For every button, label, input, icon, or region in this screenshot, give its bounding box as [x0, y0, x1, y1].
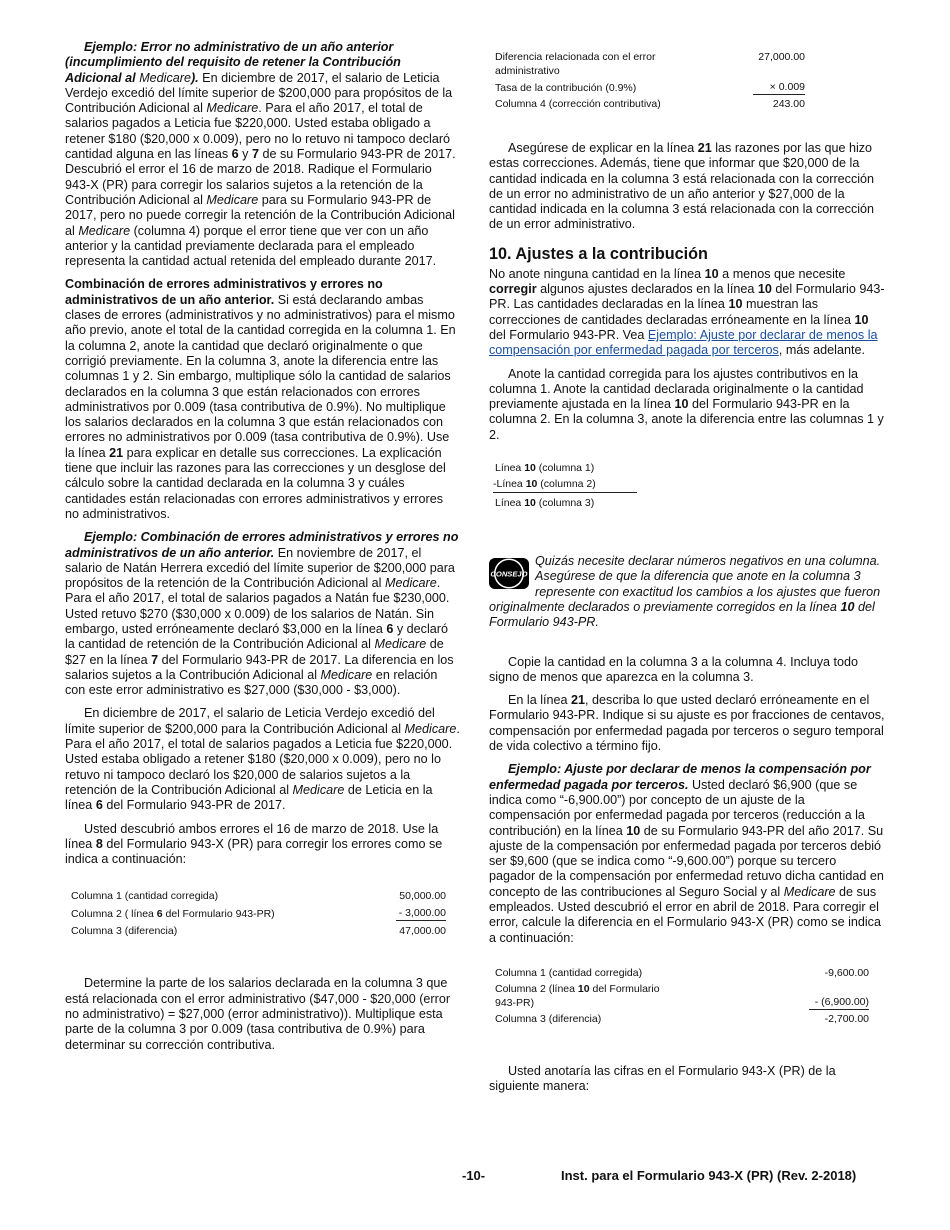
right-column [489, 50, 885, 1102]
discovery-paragraph: Usted descubrió ambos errores el 16 de marzo de 2018. Use la línea 8 del Formulario 943-X (PR) para corregir los errores como se indica a continuación: [65, 821, 443, 867]
table-row: Diferencia relacionada con el error administrativo 27,000.00 [495, 51, 805, 77]
copy-paragraph: Copie la cantidad en la columna 3 a la columna 4. Incluya todo signo de menos que aparezca en la columna 3. [489, 654, 859, 684]
left-column [65, 40, 460, 1061]
table-row: Columna 3 (diferencia) -2,700.00 [495, 1012, 869, 1025]
document-title-footer: Inst. para el Formulario 943-X (PR) (Rev. 2-2018) [561, 1168, 857, 1183]
calc-table-line8 [71, 889, 446, 938]
example-combination: Ejemplo: Combinación de errores administrativos y errores no administrativos de un año anterior. En noviembre de 2017, el salario de Natán Herrera excedió del límite superior de $200,000 para propósitos de la retención de la Contribución Adicional al Medicare. Para el año 2017, el total de salarios pagados a Natán fue $230,000. Usted retuvo $270 ($30,000 x 0.009) de los salarios de Natán. Sin embargo, usted erróneamente declaró $3,000 en la línea 6 y declaró la cantidad de retención de la Contribución Adicional al Medicare de $27 en la línea 7 del Formulario 943-PR de 2017. La diferencia en los salarios sujetos a la Contribución Adicional al Medicare en relación con este error administrativo es $27,000 ($30,000 - $3,000). [65, 530, 459, 698]
page-number: -10- [462, 1168, 486, 1183]
table-row: Línea 10 (columna 3) [495, 497, 595, 510]
explain-paragraph: Asegúrese de explicar en la línea 21 las razones por las que hizo estas correcciones. Además, tiene que informar que $20,000 de la cantidad indicada en la columna 3 está relacionada con la corrección de un error no administrativo de un año anterior y $27,000 de la cantidad indicada en la columna 3 está relacionada con la corrección de un error administrativo. [489, 141, 875, 232]
adjustments-paragraph: No anote ninguna cantidad en la línea 10 a menos que necesite corregir algunos ajustes declarados en la línea 10 del Formulario 943-PR. Las cantidades declaradas en la línea 10 muestran las correcciones de cantidades declaradas erróneamente en la línea 10 del Formulario 943-PR. Vea Ejemplo: Ajuste por declarar de menos la compensación por enfermedad pagada por terceros, más adelante. [489, 266, 885, 358]
table-row: Columna 1 (cantidad corregida) 50,000.00 [71, 890, 446, 903]
example-prior-year-noadmin: Ejemplo: Error no administrativo de un año anterior (incumplimiento del requisito de retener la Contribución Adicional al Medicare). En diciembre de 2017, el salario de Leticia Verdejo excedió del límite superior de $200,000 para propósitos de la Contribución Adicional al Medicare. Para el año 2017, el total de salarios pagados a Leticia fue $220,000. Usted estaba obligado a retener $180 ($20,000 x 0.009), pero no lo retuvo ni tampoco declaró cantidad alguna en las líneas 6 y 7 de su Formulario 943-PR de 2017. Descubrió el error el 16 de marzo de 2018. Radique el Formulario 943-X (PR) para corregir los salarios sujetos a la retención de la Contribución Adicional al Medicare para su Formulario 943-PR de 2017, pero no puede corregir la retención de la Contribución Adicional al Medicare (columna 4) porque el error tiene que ver con un año anterior y la cantidad previamente declarada para el empleado representa la cantidad actual retenida del empleado durante 2017. [65, 40, 456, 269]
table-row: Columna 4 (corrección contributiva) 243.00 [495, 98, 805, 110]
corrected-amount-paragraph: Anote la cantidad corregida para los ajustes contributivos en la columna 1. Anote la cantidad declarada originalmente o la cantidad previamente ajustada en la línea 10 del Formulario 943-PR en la columna 2. En la columna 3, anote la diferencia entre las columnas 1 y 2. [489, 366, 884, 442]
enter-figures-paragraph: Usted anotaría las cifras en el Formulario 943-X (PR) de la siguiente manera: [489, 1063, 836, 1094]
example-thirdparty-sick-pay: Ejemplo: Ajuste por declarar de menos la compensación por enfermedad pagada por terceros. Usted declaró $6,900 (que se indica como “-6,900.00”) por concepto de un ajuste de la compensación por enfermedad pagada por terceros (reducción a la contribución) en la línea 10 de su Formulario 943-PR del año 2017. Su ajuste de la compensación por enfermedad pagada por terceros debió ser $9,600 (que se indica como “-9,600.00”) porque su tercero pagador de la compensación por enfermedad retuvo dicha cantidad en concepto de las contribuciones al Seguro Social y al Medicare de sus empleados. Usted descubrió el error en abril de 2018. Para corregir el error, calcule la diferencia en el Formulario 943-X (PR) como se indica a continuación: [489, 762, 884, 945]
calc-table-correction [495, 50, 805, 111]
table-row: -Línea 10 (columna 2) [493, 477, 637, 493]
consejo-icon [489, 558, 529, 589]
line21-paragraph: En la línea 21, describa lo que usted declaró erróneamente en el Formulario 943-PR. Indique si su ajuste es por fracciones de centavos, compensación por enfermedad pagada por terceros o seguro temporal de vida colectivo a término fijo. [489, 693, 885, 754]
table-row: Columna 2 ( línea 6 del Formulario 943-PR) - 3,000.00 [71, 907, 446, 921]
section-heading: 10. Ajustes a la contribución [489, 244, 708, 263]
tip-box: CONSEJO Quizás necesite declarar números negativos en una columna. Asegúrese de que la diferencia que anote en la columna 3 represente con exactitud los cambios a los ajustes que fueron originalmente declarados o previamente corregidos en la línea 10 del Formulario 943-PR. [489, 554, 881, 630]
consejo-icon-label: CONSEJO [490, 569, 528, 579]
line10-table [495, 461, 637, 510]
table-row: Columna 2 (línea 10 del Formulario 943-PR) - (6,900.00) [495, 982, 869, 1009]
table-row: Columna 3 (diferencia) 47,000.00 [71, 925, 446, 938]
calc-table-line10 [495, 966, 869, 1026]
combination-errors-paragraph: Combinación de errores administrativos y errores no administrativos de un año anterior. Si está declarando ambas clases de errores (administrativos y no administrativos) para el mismo año previo, anote el total de la cantidad corregida en la columna 1. En la columna 2, anote la cantidad que declaró originalmente o que corrigió previamente. En la columna 3, anote la diferencia entre las columnas 1 y 2. Sin embargo, multiplique sólo la cantidad de salarios declarados en la columna 3 que están relacionados con errores administrativos por 0.009 (tasa contributiva de 0.9%). No multiplique los salarios declarados en la columna 3 que están relacionados con errores no administrativos por 0.009 (tasa contributiva de 0.9%). Use la línea 21 para explicar en detalle sus correcciones. La explicación tiene que incluir las razones para las correcciones y un desglose del cálculo sobre la cantidad declarada en la columna 3 y cuáles cantidades están relacionadas con errores administrativos y errores no administrativos. [65, 277, 456, 521]
example-link[interactable]: Ejemplo: Ajuste por declarar de menos la compensación por enfermedad pagada por terceros [489, 327, 878, 358]
table-row: Columna 1 (cantidad corregida) -9,600.00 [495, 966, 869, 979]
leticia-paragraph: En diciembre de 2017, el salario de Leticia Verdejo excedió del límite superior de $200,000 para la Contribución Adicional al Medicare. Para el año 2017, el total de salarios pagados a Leticia fue $220,000. Usted estaba obligado a retener $180 ($20,000 x 0.009), pero no lo retuvo ni tampoco declaró los $20,000 de salarios sujetos a la retención de la Contribución Adicional al Medicare de Leticia en la línea 6 del Formulario 943-PR de 2017. [65, 706, 460, 813]
determine-paragraph: Determine la parte de los salarios declarada en la columna 3 que está relacionada con el error administrativo ($47,000 - $20,000 (error no administrativo) = $27,000 (error administrativo)). Multiplique esta parte de la columna 3 por 0.009 (tasa contributiva de 0.9%) para determinar su corrección contributiva. [65, 976, 451, 1052]
table-row: Tasa de la contribución (0.9%) × 0.009 [495, 81, 805, 94]
table-row: Línea 10 (columna 1) [495, 462, 595, 475]
